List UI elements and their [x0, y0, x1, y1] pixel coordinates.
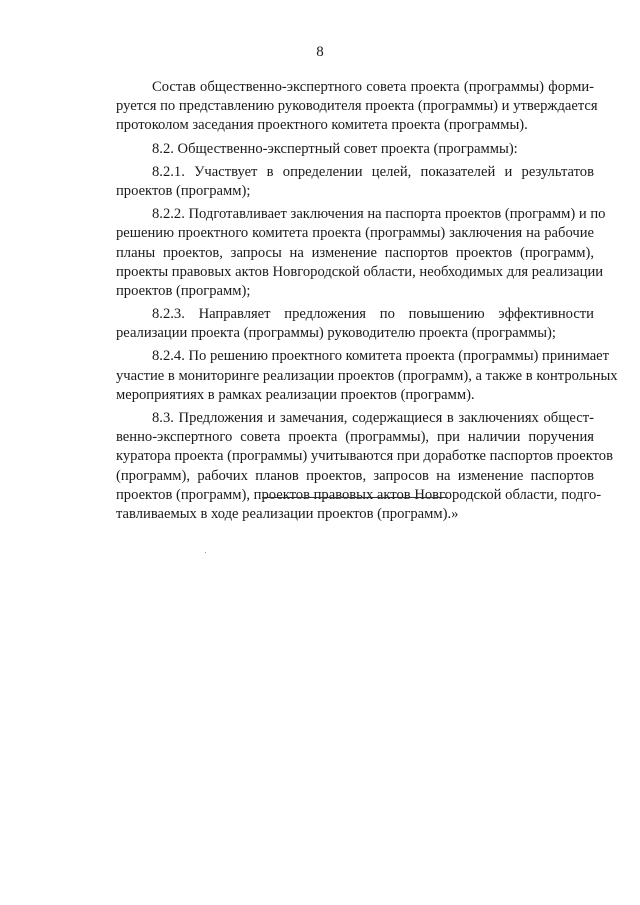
text-line: 8.2.3. Направляет предложения по повышению эффективности [152, 306, 594, 323]
scan-speck [205, 552, 206, 553]
text-line: 8.2.2. Подготавливает заключения на паспорта проектов (программ) и по [152, 206, 606, 223]
text-line: тавливаемых в ходе реализации проектов (программ).» [116, 505, 459, 522]
page-number: 8 [316, 44, 324, 60]
paragraph-8-2-3 [116, 305, 594, 343]
paragraph-8-2-4 [116, 347, 618, 405]
text-line: руется по представлению руководителя проекта (программы) и утверждается [116, 98, 598, 115]
paragraph-8-3 [116, 409, 613, 524]
text-line: 8.2.4. По решению проектного комитета проекта (программы) принимает [152, 348, 610, 365]
text-line: (программ), рабочих планов проектов, запросов на изменение паспортов [116, 467, 594, 484]
text-line: 8.3. Предложения и замечания, содержащиеся в заключениях общест- [152, 410, 594, 426]
text-line: планы проектов, запросы на изменение паспортов проектов (программ), [116, 244, 594, 261]
text-line: проектов (программ); [116, 182, 251, 199]
text-line: венно-экспертного совета проекта (программы), при наличии поручения [116, 429, 594, 446]
paragraph-composition [116, 78, 598, 136]
document-body [116, 78, 618, 524]
text-line: проектов (программ); [116, 282, 251, 299]
text-line: реализации проекта (программы) руководителю проекта (программы); [116, 325, 556, 342]
text-line: куратора проекта (программы) учитываются при доработке паспортов проектов [116, 448, 613, 465]
text-line: участие в мониторинге реализации проектов (программ), а также в контрольных [116, 367, 618, 384]
text-line: мероприятиях в рамках реализации проектов (программ). [116, 386, 475, 403]
text-line: проекты правовых актов Новгородской области, необходимых для реализации [116, 263, 604, 280]
text-line: 8.2.1. Участвует в определении целей, показателей и результатов [152, 163, 594, 180]
text-line: проектов (программ), проектов правовых актов Новгородской области, подго- [116, 486, 602, 503]
closing-rule [262, 497, 448, 498]
text-line: 8.2. Общественно-экспертный совет проекта (программы): [152, 140, 518, 157]
text-line: Состав общественно-экспертного совета проекта (программы) форми- [152, 79, 594, 95]
paragraph-8-2-1 [116, 163, 594, 201]
text-line: решению проектного комитета проекта (программы) заключения на рабочие [116, 225, 594, 242]
paragraph-8-2 [116, 140, 594, 159]
paragraph-8-2-2 [116, 205, 606, 301]
text-line: протоколом заседания проектного комитета проекта (программы). [116, 117, 528, 134]
